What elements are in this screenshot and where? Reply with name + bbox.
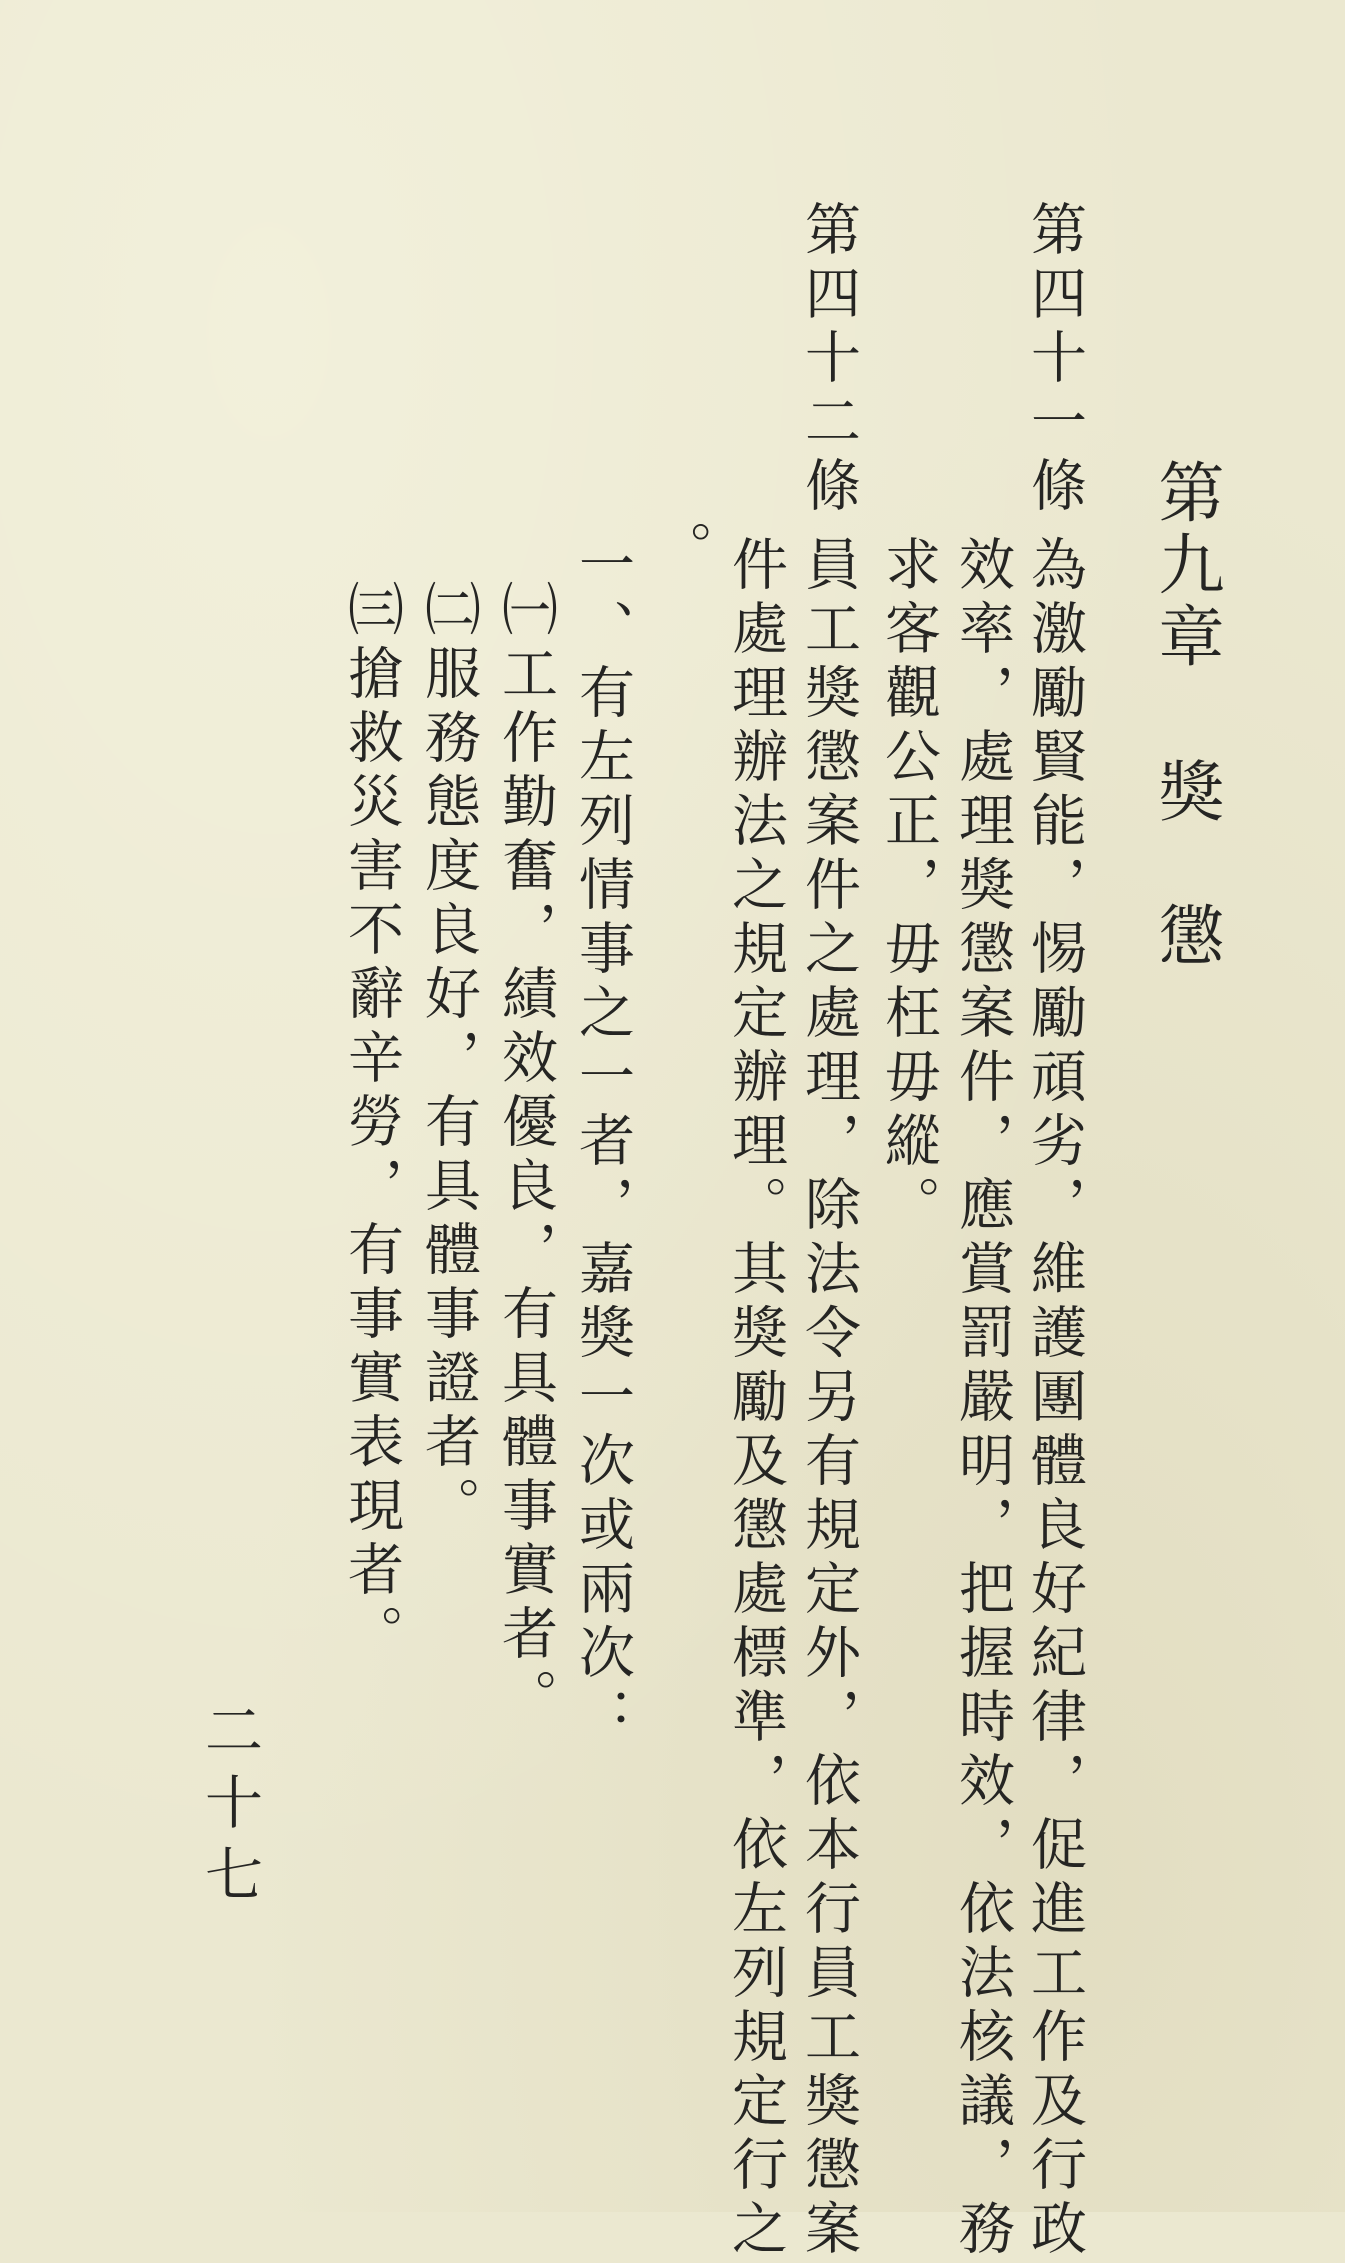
page-number: 二十七 — [195, 1700, 263, 1916]
chapter-title: 第九章 獎 懲 — [1147, 458, 1224, 973]
clause-1-item-1: ㈠工作勤奮，績效優良，有具體事實者。 — [493, 580, 558, 1732]
article-41-line-3: 求客觀公正，毋枉毋縱。 — [876, 535, 941, 1239]
article-42-label: 第四十二條 — [796, 200, 861, 520]
article-42-line-3: 。 — [648, 520, 713, 584]
clause-1-item-3: ㈢搶救災害不辭辛勞，有事實表現者。 — [339, 580, 404, 1668]
clause-1-intro: 一、有左列情事之一者，嘉獎一次或兩次： — [570, 535, 635, 1751]
article-42-line-2: 件處理辦法之規定辦理。其獎勵及懲處標準，依左列規定行之 — [723, 535, 788, 2263]
article-41-label: 第四十一條 — [1022, 200, 1087, 520]
article-42-line-1: 員工獎懲案件之處理，除法令另有規定外，依本行員工獎懲案 — [796, 535, 861, 2263]
clause-1-item-2: ㈡服務態度良好，有具體事證者。 — [416, 580, 481, 1540]
article-41-line-1: 為激勵賢能，惕勵頑劣，維護團體良好紀律，促進工作及行政 — [1022, 535, 1087, 2263]
article-41-line-2: 效率，處理獎懲案件，應賞罰嚴明，把握時效，依法核議，務 — [950, 535, 1015, 2263]
